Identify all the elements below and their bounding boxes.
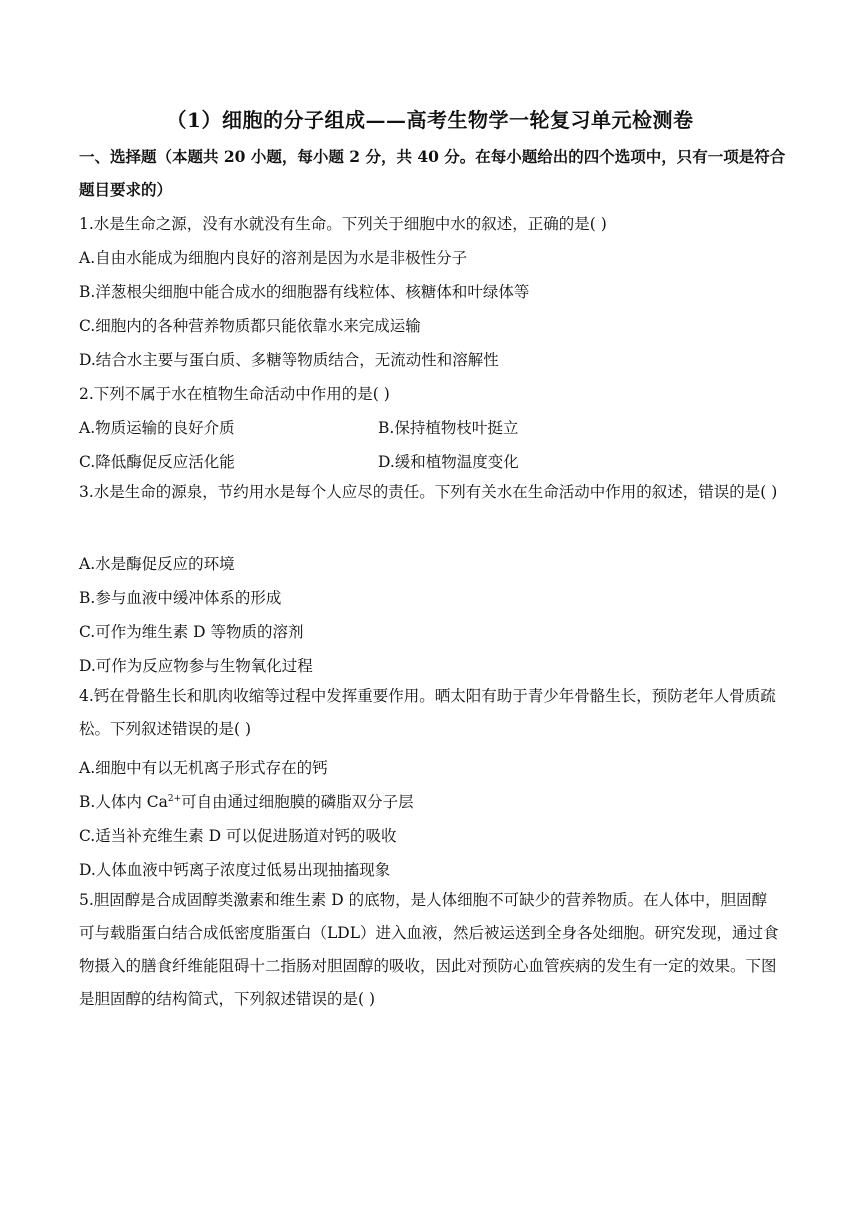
question-3-option-c: C.可作为维生素 D 等物质的溶剂 [79, 623, 304, 641]
question-1-stem: 1.水是生命之源，没有水就没有生命。下列关于细胞中水的叙述，正确的是( ) [79, 215, 607, 233]
question-1-option-b: B.洋葱根尖细胞中能合成水的细胞器有线粒体、核糖体和叶绿体等 [79, 283, 530, 301]
question-1-option-c: C.细胞内的各种营养物质都只能依靠水来完成运输 [79, 317, 421, 335]
question-1-option-d: D.结合水主要与蛋白质、多糖等物质结合，无流动性和溶解性 [79, 351, 499, 369]
question-1-option-a: A.自由水能成为细胞内良好的溶剂是因为水是非极性分子 [79, 249, 468, 267]
question-4-stem: 4.钙在骨骼生长和肌肉收缩等过程中发挥重要作用。晒太阳有助于青少年骨骼生长，预防老年人骨质疏松。下列叙述错误的是( ) [79, 687, 776, 738]
question-2-stem: 2.下列不属于水在植物生命活动中作用的是( ) [79, 385, 390, 403]
question-2-option-d: D.缓和植物温度变化 [378, 453, 519, 471]
question-4-option-a: A.细胞中有以无机离子形式存在的钙 [79, 759, 328, 777]
option-b-prefix: B.人体内 Ca [79, 793, 168, 811]
question-2-option-b: B.保持植物枝叶挺立 [378, 419, 519, 437]
question-2-option-a: A.物质运输的良好介质 [79, 419, 235, 437]
page-title: （1）细胞的分子组成——高考生物学一轮复习单元检测卷 [166, 108, 694, 132]
question-3-option-b: B.参与血液中缓冲体系的形成 [79, 589, 282, 607]
question-4-option-c: C.适当补充维生素 D 可以促进肠道对钙的吸收 [79, 827, 397, 845]
question-3-option-d: D.可作为反应物参与生物氧化过程 [79, 657, 313, 675]
question-3-option-a: A.水是酶促反应的环境 [79, 555, 235, 573]
question-2-option-c: C.降低酶促反应活化能 [79, 453, 235, 471]
option-b-suffix: 可自由通过细胞膜的磷脂双分子层 [181, 793, 414, 811]
question-5-stem: 5.胆固醇是合成固醇类激素和维生素 D 的底物，是人体细胞不可缺少的营养物质。在人体中，胆固醇可与载脂蛋白结合成低密度脂蛋白（LDL）进入血液，然后被运送到全身各处细胞。研究发现，通过食物摄入的膳食纤维能阻碍十二指肠对胆固醇的吸收，因此对预防心血管疾病的发生有一定的效果。下图是胆固醇的结构简式，下列叙述错误的是( ) [79, 891, 779, 1008]
question-4-option-d: D.人体血液中钙离子浓度过低易出现抽搐现象 [79, 861, 391, 879]
question-4-option-b [79, 790, 414, 812]
section-heading: 一、选择题（本题共 20 小题，每小题 2 分，共 40 分。在每小题给出的四个选项中，只有一项是符合题目要求的） [79, 147, 786, 199]
charge-superscript: 2+ [167, 793, 182, 804]
question-3-stem: 3.水是生命的源泉，节约用水是每个人应尽的责任。下列有关水在生命活动中作用的叙述，错误的是( ) [79, 483, 778, 501]
